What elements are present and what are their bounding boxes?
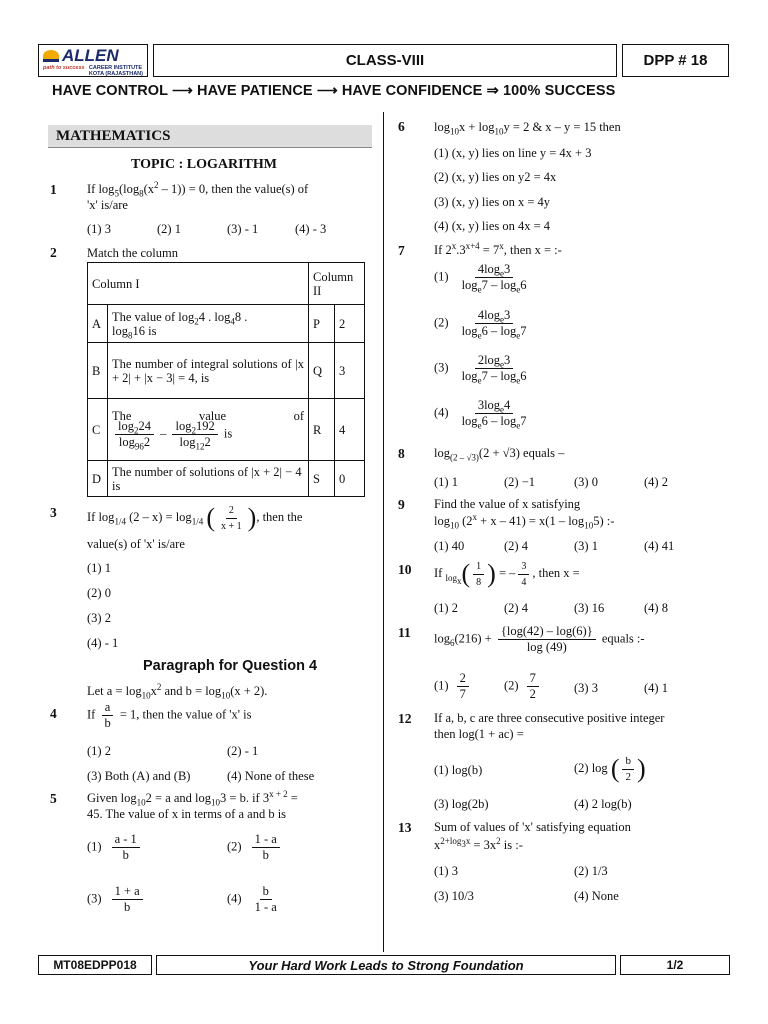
q9-option-3: (3) 1 <box>574 539 598 553</box>
paragraph-text: Let $a = \log_{10}x^2$ and $b = \log_{10}(x + 2)$. <box>87 681 268 701</box>
q11-number: 11 <box>398 625 411 640</box>
q11-option-4: (4) 1 <box>644 681 668 695</box>
table-row: B The number of integral solutions of |x + 2| + |x − 3| = 4, is Q 3 <box>88 343 365 399</box>
q12-option-4: (4) 2 log(b) <box>574 797 632 811</box>
page-number: 1/2 <box>620 955 730 975</box>
q3-option-3: (3) 2 <box>87 611 111 625</box>
q7-number: 7 <box>398 243 405 258</box>
q5-option-3: (3) $\frac{1 + a}{b}$ <box>87 884 146 915</box>
q4-option-3: (3) Both (A) and (B) <box>87 769 191 783</box>
q8-number: 8 <box>398 446 405 461</box>
q3-option-1: (1) 1 <box>87 561 111 575</box>
q8-option-2: (2) −1 <box>504 475 535 489</box>
q7-option-3: (3) $\frac{2\log_e3}{\log_e7 - \log_e6}$ <box>434 353 527 386</box>
q5-text: Given $\log_{10}2 = a$ and $\log_{10}3 = b$. if $3^{x + 2}$ = <box>87 788 298 808</box>
q11-text: $\log_6(216)$ + $\frac{\{\log(42) - \log(6)\}}{\log (49)}$ equals :- <box>434 624 645 654</box>
q8-option-4: (4) 2 <box>644 475 668 489</box>
q1-number: 1 <box>50 182 57 197</box>
q8-text: $\log_{(2 - √3)}(2 + √3)$ equals – <box>434 446 565 463</box>
q1-option-1: (1) 3 <box>87 222 111 236</box>
q5-option-4: (4) $\frac{b}{1 - a}$ <box>227 884 277 914</box>
q7-option-1: (1) $\frac{4\log_e3}{\log_e7 - \log_e6}$ <box>434 262 527 295</box>
q2-number: 2 <box>50 245 57 260</box>
q13-option-3: (3) 10/3 <box>434 889 474 903</box>
q1-text-line2: 'x' is/are <box>87 198 128 212</box>
q8-option-3: (3) 0 <box>574 475 598 489</box>
q6-number: 6 <box>398 119 405 134</box>
q10-option-2: (2) 4 <box>504 601 528 615</box>
q3-option-2: (2) 0 <box>87 586 111 600</box>
q12-number: 12 <box>398 711 412 726</box>
q3-option-4: (4) - 1 <box>87 636 119 650</box>
q9-option-2: (2) 4 <box>504 539 528 553</box>
q13-option-4: (4) None <box>574 889 619 903</box>
q6-text: $\log_{10}x + \log_{10}y = 2$ & x – y = 15 then <box>434 120 621 137</box>
match-table <box>87 262 365 497</box>
q3-text: If $\log_{1/4} (2 - x) = \log_{1/4}$ ( $\frac{2}{x + 1}$ ), then the <box>87 503 303 533</box>
q11-option-2: (2) $\frac{7}{2}$ <box>504 671 542 702</box>
q6-option-4: (4) (x, y) lies on 4x = 4 <box>434 219 551 233</box>
q12-option-3: (3) log(2b) <box>434 797 489 811</box>
topic-title: TOPIC : LOGARITHM <box>131 157 277 172</box>
q7-text: If $2^x.3^{x+4} = 7^x$, then x = :- <box>434 240 562 257</box>
q2-text: Match the column <box>87 246 178 260</box>
q11-option-3: (3) 3 <box>574 681 598 695</box>
logo-tagline: path to success <box>43 65 85 71</box>
q5-option-1: (1) $\frac{a - 1}{b}$ <box>87 832 143 863</box>
q4-number: 4 <box>50 706 57 721</box>
col2-header: Column II <box>309 263 365 305</box>
q5-option-2: (2) $\frac{1 - a}{b}$ <box>227 832 283 863</box>
logo-mark-icon <box>43 50 59 62</box>
q9-option-1: (1) 40 <box>434 539 465 553</box>
q9-number: 9 <box>398 497 405 512</box>
class-label: CLASS-VIII <box>153 44 617 77</box>
q13-text: Sum of values of 'x' satisfying equation <box>434 820 631 834</box>
q1-option-4: (4) - 3 <box>295 222 327 236</box>
q1-option-3: (3) - 1 <box>227 222 259 236</box>
q4-option-1: (1) 2 <box>87 744 111 758</box>
table-row: A The value of $\log_24$ . $\log_48$ . $\log_816$ is P 2 <box>88 305 365 343</box>
logo-sub1: CAREER INSTITUTE <box>88 65 143 71</box>
footer-slogan: Your Hard Work Leads to Strong Foundation <box>156 955 616 975</box>
q9-text: Find the value of x satisfying <box>434 497 581 511</box>
q5-text-line2: 45. The value of x in terms of a and b is <box>87 807 287 821</box>
subject-banner: MATHEMATICS <box>48 125 372 148</box>
q6-option-1: (1) (x, y) lies on line y = 4x + 3 <box>434 146 592 160</box>
q9-text-line2: $\log_{10} (2^x + x - 41) = x(1 - \log_{10}5)$ :- <box>434 511 615 531</box>
q13-option-2: (2) 1/3 <box>574 864 608 878</box>
q10-text: If $_{log_x}$( $\frac{1}{8}$ ) = – $\frac{3}{4}$ , then x = <box>434 559 580 589</box>
q3-text-line2: value(s) of 'x' is/are <box>87 537 185 551</box>
q10-option-1: (1) 2 <box>434 601 458 615</box>
q8-option-1: (1) 1 <box>434 475 458 489</box>
q13-option-1: (1) 3 <box>434 864 458 878</box>
q4-text: If $\frac{a}{b}$ = 1, then the value of 'x' is <box>87 700 252 730</box>
q10-option-3: (3) 16 <box>574 601 605 615</box>
q13-text-line2: $x^{2+log_3x} = 3x^2$ is :- <box>434 835 523 852</box>
motto: HAVE CONTROL ⟶ HAVE PATIENCE ⟶ HAVE CONFIDENCE ⇒ 100% SUCCESS <box>52 83 616 99</box>
q5-number: 5 <box>50 791 57 806</box>
q4-option-4: (4) None of these <box>227 769 315 783</box>
q11-option-1: (1) $\frac{2}{7}$ <box>434 671 472 702</box>
q7-option-2: (2) $\frac{4\log_e3}{\log_e6 - \log_e7}$ <box>434 308 527 341</box>
footer-code: MT08EDPP018 <box>38 955 152 975</box>
q7-option-4: (4) $\frac{3\log_e4}{\log_e6 - \log_e7}$ <box>434 398 527 431</box>
col1-header: Column I <box>88 263 309 305</box>
q12-text-line2: then log(1 + ac) = <box>434 727 524 741</box>
q10-option-4: (4) 8 <box>644 601 668 615</box>
logo-brand: ALLEN <box>62 46 119 65</box>
q6-option-2: (2) (x, y) lies on y2 = 4x <box>434 170 557 184</box>
q1-option-2: (2) 1 <box>157 222 181 236</box>
q12-option-1: (1) log(b) <box>434 763 483 777</box>
q4-option-2: (2) - 1 <box>227 744 259 758</box>
paragraph-title: Paragraph for Question 4 <box>143 658 318 674</box>
q3-number: 3 <box>50 505 57 520</box>
table-row: C The value of $\frac{\log_224}{\log_{96}2}$ – $\frac{\log_2192}{\log_{12}2}$ is R 4 <box>88 399 365 461</box>
logo <box>38 44 148 77</box>
column-divider <box>383 112 384 952</box>
q13-number: 13 <box>398 820 412 835</box>
logo-sub2: KOTA (RAJASTHAN) <box>88 71 143 77</box>
q10-number: 10 <box>398 562 412 577</box>
dpp-label: DPP # 18 <box>622 44 729 77</box>
table-row: D The number of solutions of |x + 2| − 4 is S 0 <box>88 461 365 497</box>
q9-option-4: (4) 41 <box>644 539 675 553</box>
q12-option-2: (2) log ( $\frac{b}{2}$ ) <box>574 754 646 784</box>
q12-text: If a, b, c are three consecutive positive integer <box>434 711 665 725</box>
q1-text: If $\log_5(\log_8(x^2 - 1)) = 0$, then the value(s) of <box>87 179 309 199</box>
q6-option-3: (3) (x, y) lies on x = 4y <box>434 195 551 209</box>
